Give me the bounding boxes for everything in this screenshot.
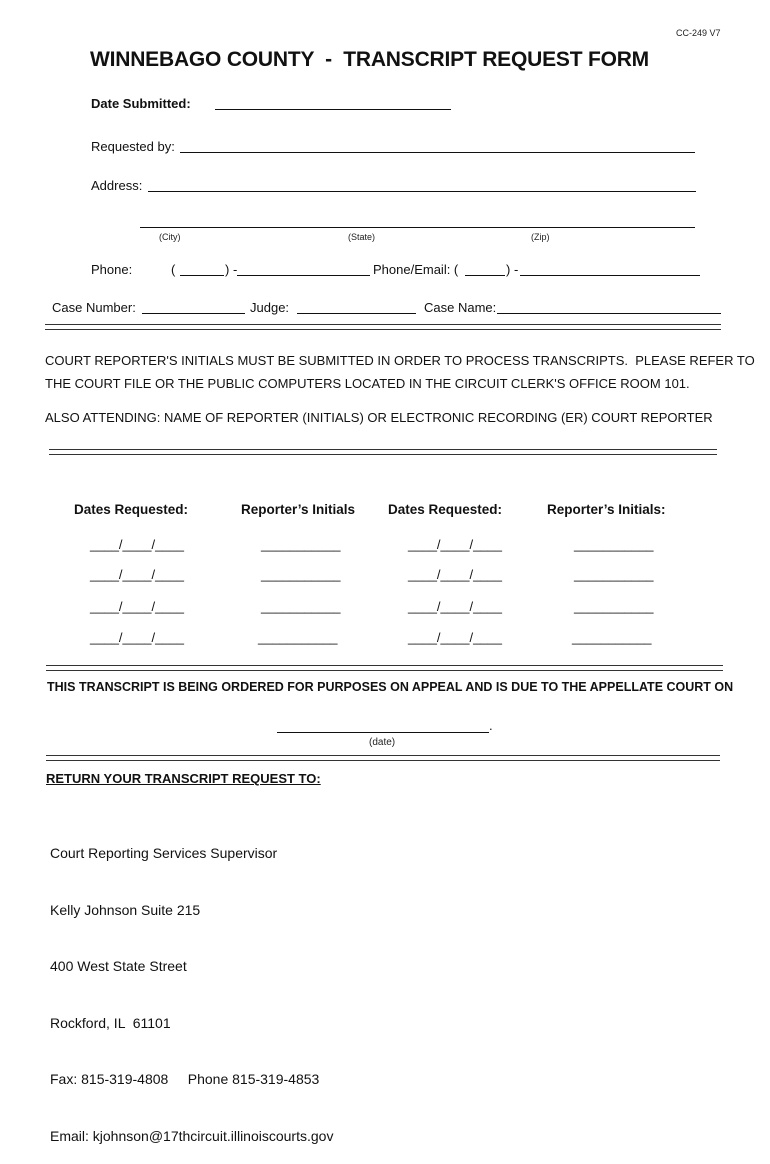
return-address-block — [50, 807, 333, 1164]
date-blank[interactable]: ____/____/____ — [408, 630, 502, 645]
initials-blank[interactable]: ___________ — [574, 599, 654, 614]
initials-blank[interactable]: ___________ — [261, 599, 341, 614]
date-blank[interactable]: ____/____/____ — [90, 567, 184, 582]
date-submitted-label: Date Submitted: — [91, 96, 191, 111]
date-blank[interactable]: ____/____/____ — [90, 599, 184, 614]
phone-email-label: Phone/Email: ( — [373, 262, 459, 277]
return-heading: RETURN YOUR TRANSCRIPT REQUEST TO: — [46, 771, 321, 786]
phone-number-field[interactable] — [237, 275, 370, 276]
initials-blank[interactable]: ___________ — [572, 630, 652, 645]
notice-line-1: COURT REPORTER'S INITIALS MUST BE SUBMITTED IN ORDER TO PROCESS TRANSCRIPTS. PLEASE REFER TO — [45, 353, 755, 368]
state-caption: (State) — [348, 232, 376, 242]
initials-blank[interactable]: ___________ — [261, 567, 341, 582]
appellate-due-date-field[interactable] — [277, 732, 489, 733]
dates-requested-header-1: Dates Requested: — [74, 502, 189, 517]
return-line: 400 West State Street — [50, 958, 187, 974]
form-title: WINNEBAGO COUNTY - TRANSCRIPT REQUEST FORM — [90, 48, 649, 71]
double-divider — [46, 755, 720, 761]
double-divider — [45, 324, 721, 330]
date-blank[interactable]: ____/____/____ — [90, 537, 184, 552]
phone-email-field[interactable] — [520, 275, 700, 276]
address-line-2-field[interactable] — [140, 227, 695, 228]
appeal-period: . — [489, 718, 493, 733]
case-name-field[interactable] — [497, 313, 721, 314]
initials-blank[interactable]: ___________ — [261, 537, 341, 552]
city-caption: (City) — [159, 232, 181, 242]
return-line: Court Reporting Services Supervisor — [50, 845, 278, 861]
double-divider — [46, 665, 723, 671]
date-blank[interactable]: ____/____/____ — [408, 537, 502, 552]
date-blank[interactable]: ____/____/____ — [408, 567, 502, 582]
requested-by-field[interactable] — [180, 152, 695, 153]
return-line: Kelly Johnson Suite 215 — [50, 901, 201, 918]
appeal-text: THIS TRANSCRIPT IS BEING ORDERED FOR PURPOSES ON APPEAL AND IS DUE TO THE APPELLATE COURT ON — [47, 680, 734, 694]
double-divider — [49, 449, 717, 455]
zip-caption: (Zip) — [531, 232, 550, 242]
form-code: CC-249 V7 — [676, 28, 721, 38]
dates-requested-header-2: Dates Requested: — [388, 502, 503, 517]
phone-email-paren-close: ) - — [506, 262, 519, 277]
case-number-field[interactable] — [142, 313, 245, 314]
reporter-initials-header-2: Reporter’s Initials: — [547, 502, 666, 517]
phone-email-area-field[interactable] — [465, 275, 505, 276]
date-blank[interactable]: ____/____/____ — [90, 630, 184, 645]
date-blank[interactable]: ____/____/____ — [408, 599, 502, 614]
return-line: Rockford, IL 61101 — [50, 1014, 171, 1031]
return-line: Fax: 815-319-4808 Phone 815-319-4853 — [50, 1071, 320, 1087]
date-submitted-field[interactable] — [215, 109, 451, 110]
requested-by-label: Requested by: — [91, 139, 175, 154]
reporter-initials-header-1: Reporter’s Initials — [241, 502, 356, 517]
judge-label: Judge: — [250, 300, 290, 315]
initials-blank[interactable]: ___________ — [258, 630, 338, 645]
case-number-label: Case Number: — [52, 300, 136, 315]
case-name-label: Case Name: — [424, 300, 497, 315]
initials-blank[interactable]: ___________ — [574, 537, 654, 552]
notice-line-3: ALSO ATTENDING: NAME OF REPORTER (INITIALS) OR ELECTRONIC RECORDING (ER) COURT REPORTER — [45, 410, 713, 425]
date-caption: (date) — [369, 737, 396, 748]
notice-line-2: THE COURT FILE OR THE PUBLIC COMPUTERS LOCATED IN THE CIRCUIT CLERK'S OFFICE ROOM 101. — [45, 376, 690, 391]
phone-paren-close: ) - — [225, 262, 238, 277]
phone-area-code-field[interactable] — [180, 275, 224, 276]
return-email[interactable]: Email: kjohnson@17thcircuit.illinoiscourts.gov — [50, 1127, 334, 1144]
address-field[interactable] — [148, 191, 696, 192]
address-label: Address: — [91, 178, 143, 193]
judge-field[interactable] — [297, 313, 416, 314]
phone-paren-open: ( — [171, 262, 176, 277]
initials-blank[interactable]: ___________ — [574, 567, 654, 582]
phone-label: Phone: — [91, 262, 133, 277]
